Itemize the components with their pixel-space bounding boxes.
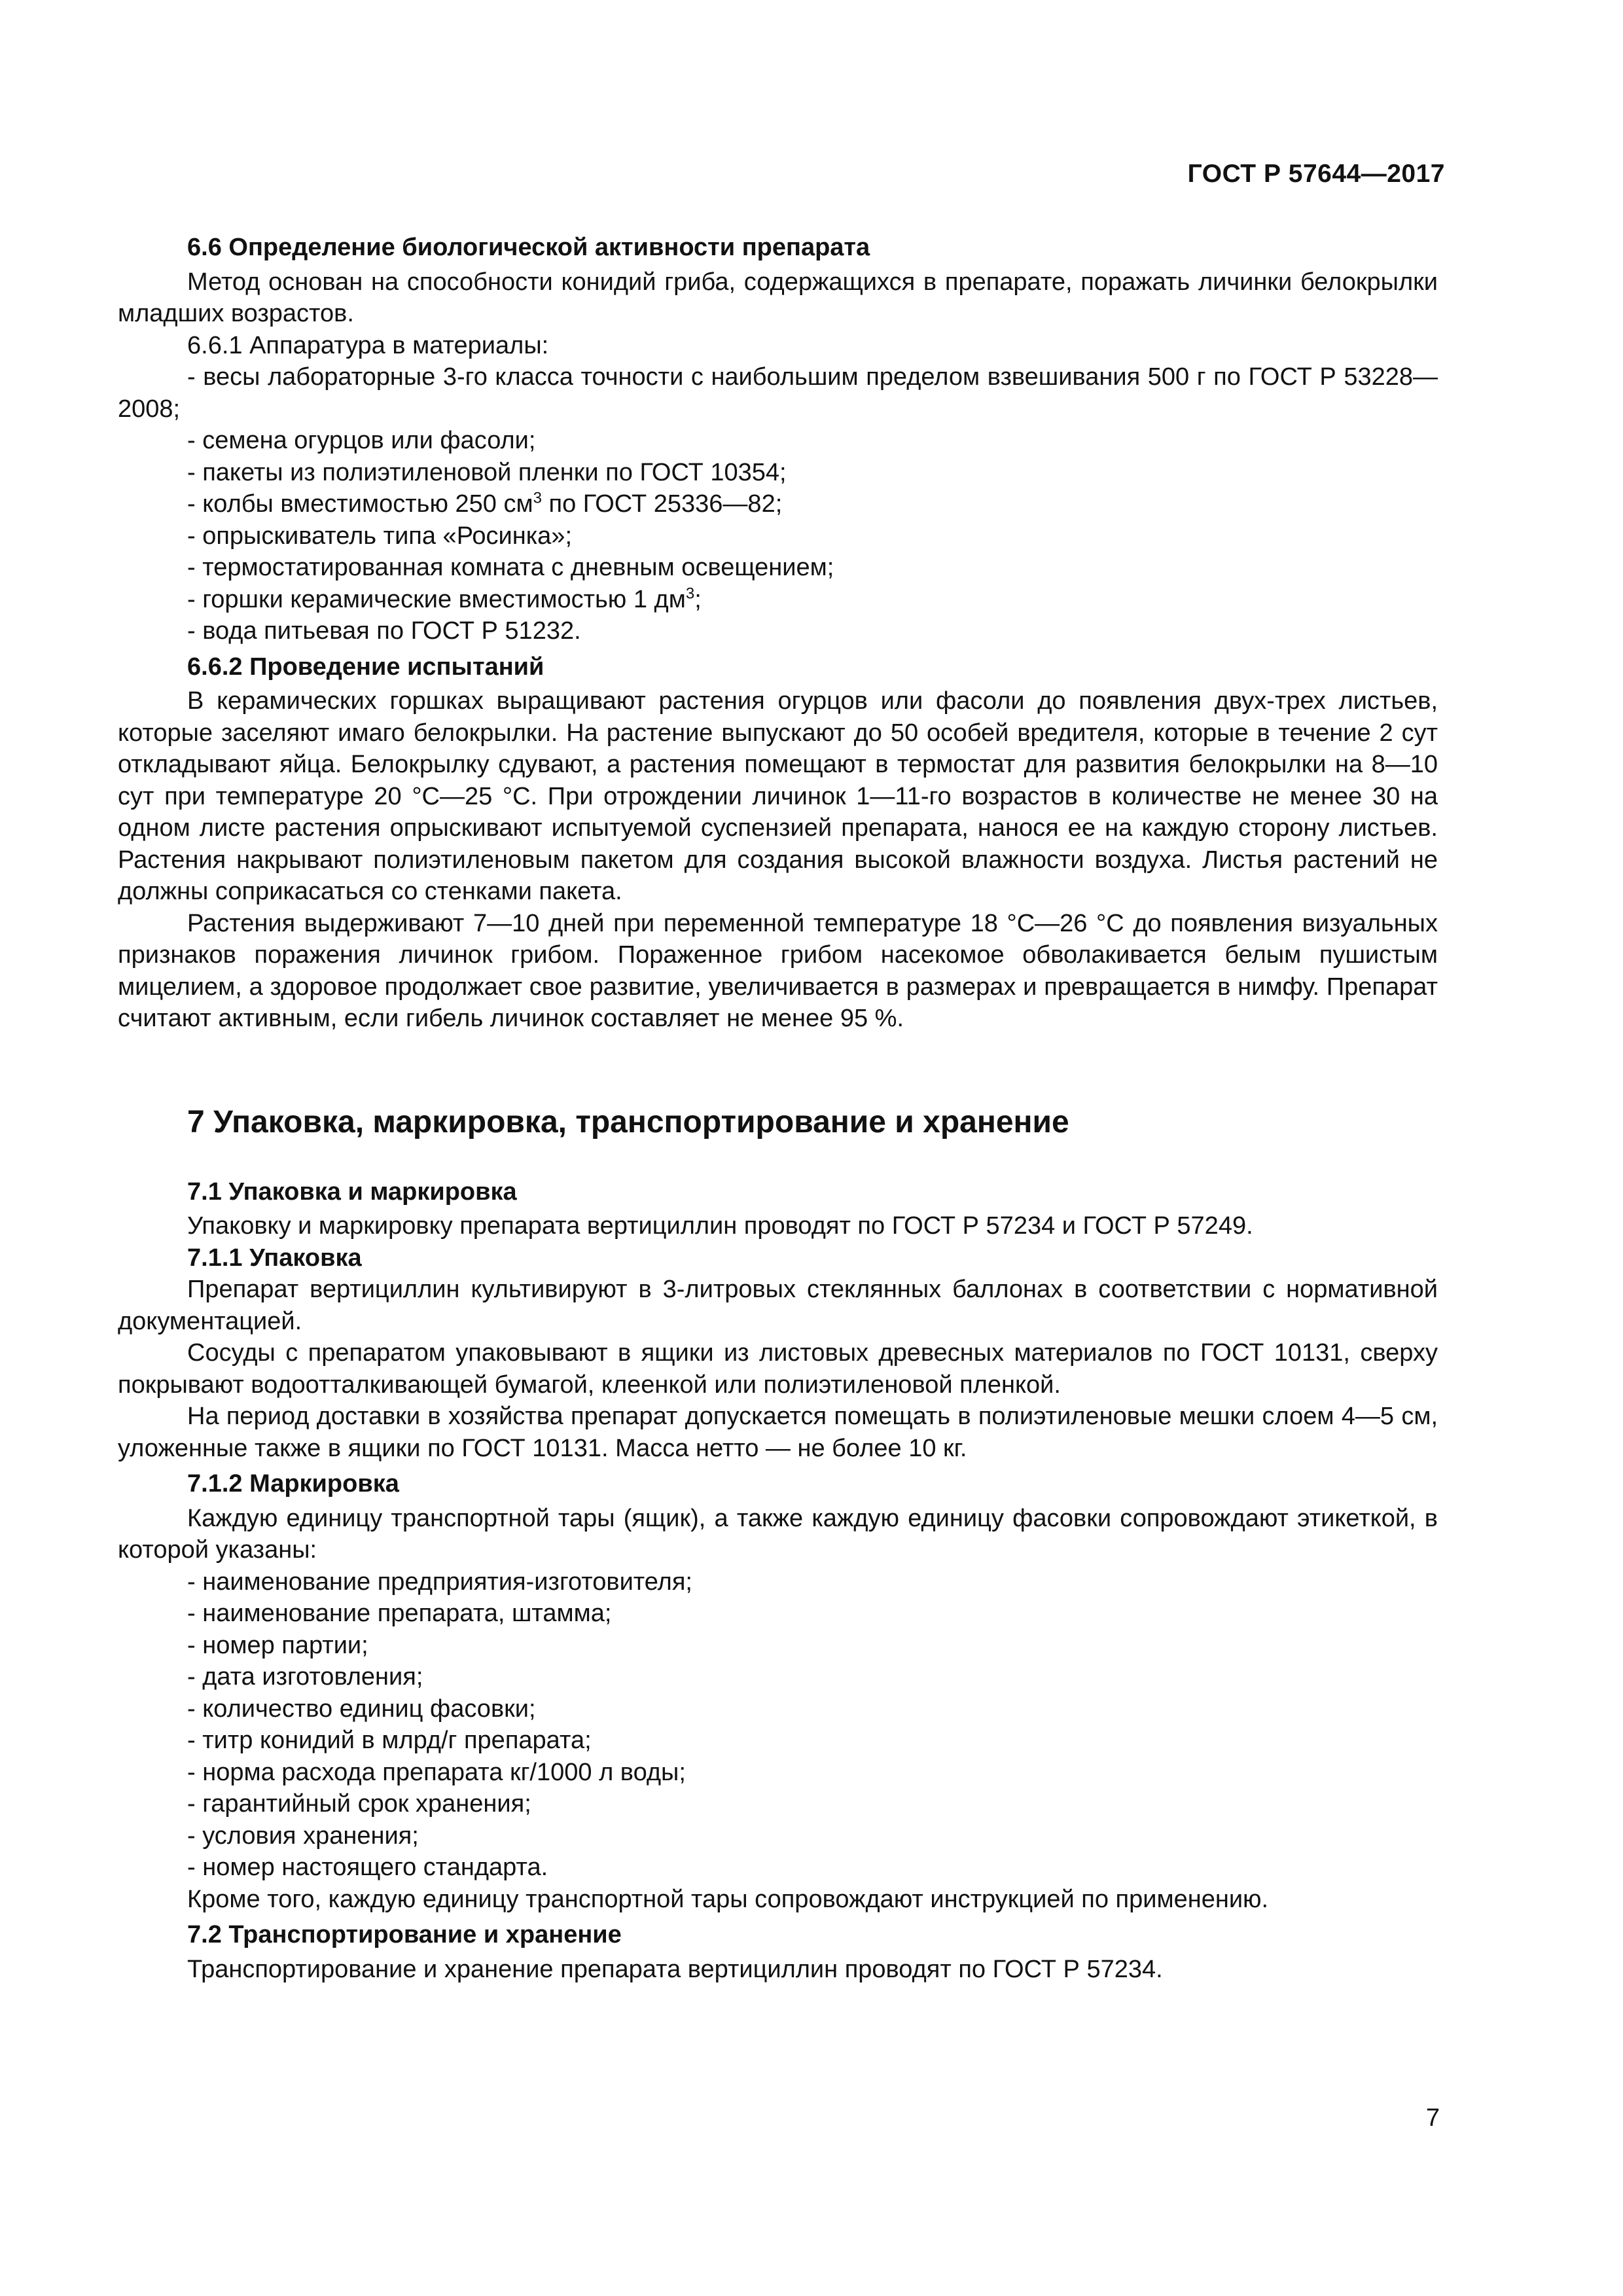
list-item: - дата изготовления;: [187, 1663, 423, 1691]
superscript: 3: [533, 489, 542, 507]
page-content: [118, 232, 1438, 1985]
flasks-text: - колбы вместимостью 250 см: [187, 490, 533, 518]
list-item: - термостатированная комната с дневным освещением;: [187, 554, 834, 581]
section-7-1-1-title: 7.1.1 Упаковка: [187, 1244, 362, 1272]
paragraph: Кроме того, каждую единицу транспортной тары сопровождают инструкцией по применению.: [187, 1885, 1269, 1913]
list-item: - семена огурцов или фасоли;: [187, 427, 536, 454]
section-7-1-title: 7.1 Упаковка и маркировка: [187, 1177, 517, 1206]
paragraph: В керамических горшках выращивают растения огурцов или фасоли до появления двух-трех листьев, которые заселяют имаго белокрылки. На растение выпускают до 50 особей вредителя, которые в течение 2 сут откладывают яйца. Белокрылку сдувают, а растения помещают в термостат для развития белокрылки на 8—10 сут при температуре 20 °С—25 °С. При отрождении личинок 1—11-го возрастов в количестве не менее 30 на одном листе растения опрыскивают испытуемой суспензией препарата, нанося ее на каждую сторону листьев. Растения накрывают полиэтиленовым пакетом для создания высокой влажности воздуха. Листья растений не должны соприкасаться со стенками пакета.: [118, 687, 1438, 905]
list-item: - условия хранения;: [187, 1821, 419, 1850]
list-item: - номер настоящего стандарта.: [187, 1854, 548, 1881]
paragraph: Препарат вертициллин культивируют в 3-литровых стеклянных баллонах в соответствии с нормативной документацией.: [118, 1276, 1438, 1335]
list-item: - опрыскиватель типа «Росинка»;: [187, 522, 572, 550]
paragraph: Транспортирование и хранение препарата вертициллин проводят по ГОСТ Р 57234.: [187, 1955, 1163, 1983]
paragraph: Каждую единицу транспортной тары (ящик), а также каждую единицу фасовки сопровождают этикеткой, в которой указаны:: [118, 1504, 1438, 1564]
standard-header: ГОСТ Р 57644—2017: [1187, 160, 1445, 188]
apparatus-label: 6.6.1 Аппаратура в материалы:: [187, 331, 549, 359]
flasks-text-end: по ГОСТ 25336—82;: [541, 490, 783, 518]
list-item: - наименование предприятия-изготовителя;: [187, 1568, 692, 1596]
list-item: - весы лабораторные 3-го класса точности с наибольшим пределом взвешивания 500 г по ГОСТ Р 53228—2008;: [118, 363, 1438, 423]
list-item: - норма расхода препарата кг/1000 л воды;: [187, 1758, 686, 1786]
section-6-6-intro: Метод основан на способности конидий гриба, содержащихся в препарате, поражать личинки белокрылки младших возрастов.: [118, 268, 1438, 327]
section-7-2-title: 7.2 Транспортирование и хранение: [187, 1921, 622, 1948]
pots-text: - горшки керамические вместимостью 1 дм: [187, 585, 686, 613]
paragraph: На период доставки в хозяйства препарат допускается помещать в полиэтиленовые мешки слоем 4—5 см, уложенные также в ящики по ГОСТ 10131. Масса нетто — не более 10 кг.: [118, 1403, 1438, 1462]
superscript: 3: [685, 584, 695, 602]
section-6-6-title: 6.6 Определение биологической активности препарата: [187, 234, 870, 261]
paragraph: Растения выдерживают 7—10 дней при переменной температуре 18 °С—26 °С до появления визуальных признаков поражения личинок грибом. Пораженное грибом насекомое обволакивается белым пушистым мицелием, а здоровое продолжает свое развитие, увеличивается в размерах и превращается в нимфу. Препарат считают активным, если гибель личинок составляет не менее 95 %.: [118, 909, 1438, 1032]
paragraph: Сосуды с препаратом упаковывают в ящики из листовых древесных материалов по ГОСТ 10131, сверху покрывают водоотталкивающей бумагой, клеенкой или полиэтиленовой пленкой.: [118, 1339, 1438, 1399]
paragraph: Упаковку и маркировку препарата вертициллин проводят по ГОСТ Р 57234 и ГОСТ Р 57249.: [187, 1212, 1253, 1240]
list-item: - номер партии;: [187, 1631, 368, 1659]
page-number: 7: [1425, 2104, 1440, 2132]
pots-text-end: ;: [694, 585, 702, 613]
list-item: - количество единиц фасовки;: [187, 1695, 536, 1723]
section-7-1-2-title: 7.1.2 Маркировка: [187, 1470, 399, 1498]
list-item: [118, 584, 1438, 616]
list-item: - титр конидий в млрд/г препарата;: [187, 1727, 592, 1754]
list-item: - наименование препарата, штамма;: [187, 1600, 612, 1627]
list-item: - пакеты из полиэтиленовой пленки по ГОСТ 10354;: [187, 458, 787, 486]
list-item: - вода питьевая по ГОСТ Р 51232.: [187, 617, 581, 645]
list-item: [118, 488, 1438, 520]
list-item: - гарантийный срок хранения;: [187, 1790, 531, 1818]
section-6-6-2-title: 6.6.2 Проведение испытаний: [187, 653, 544, 681]
section-7-title: 7 Упаковка, маркировка, транспортирование и хранение: [187, 1104, 1069, 1139]
